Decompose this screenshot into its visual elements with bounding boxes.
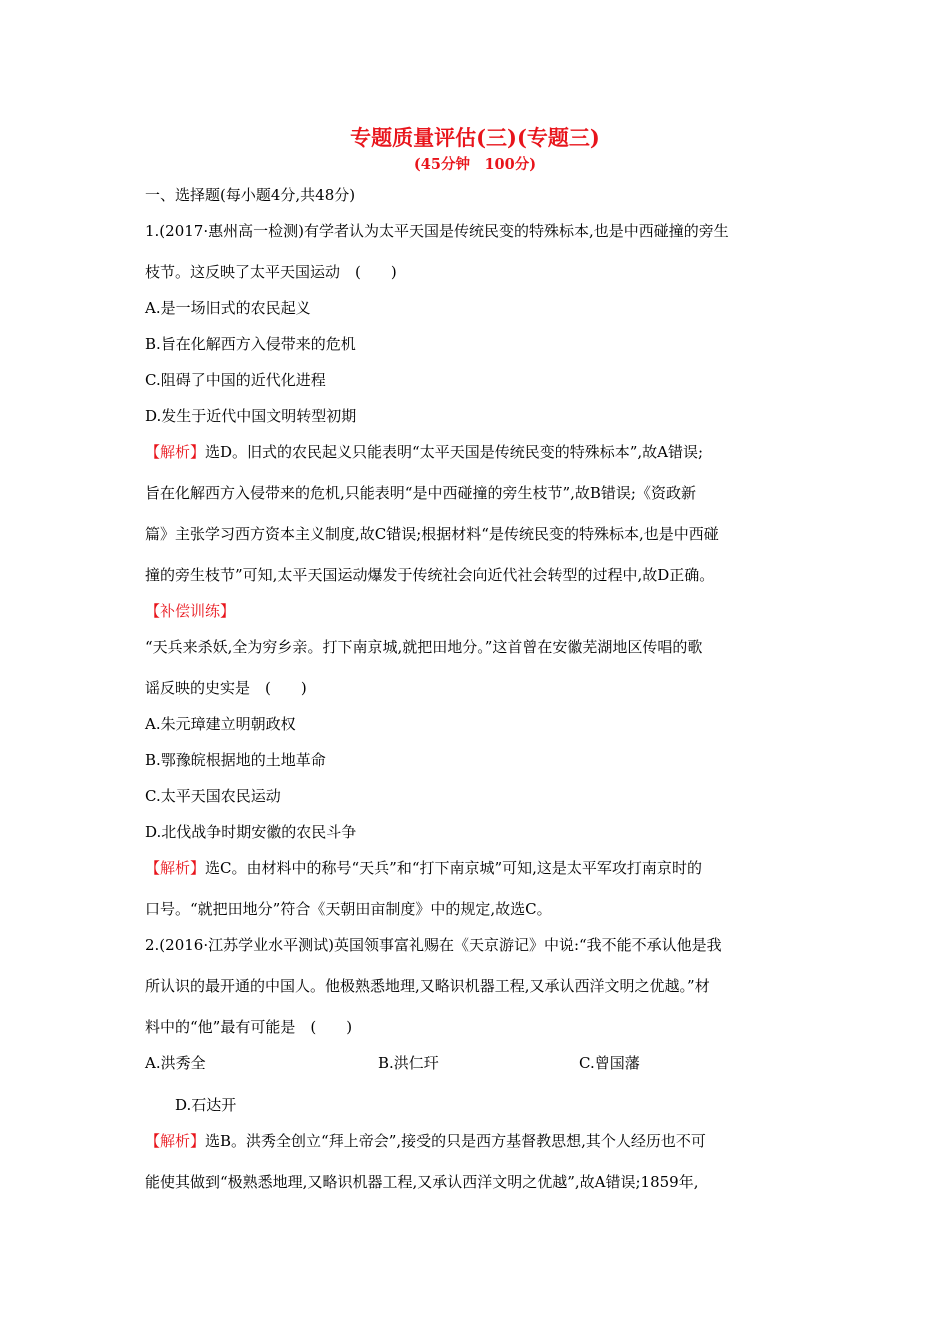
analysis-tag: 【解析】 (145, 443, 206, 461)
supp-option-b: B.鄂豫皖根据地的土地革命 (145, 751, 326, 769)
supp-option-c: C.太平天国农民运动 (145, 787, 281, 805)
supp-analysis-line-1 (145, 858, 702, 878)
q1-analysis-line-2: 旨在化解西方入侵带来的危机,只能表明“是中西碰撞的旁生枝节”,故B错误;《资政新 (145, 484, 696, 502)
q2-option-d: D.石达开 (175, 1096, 237, 1114)
q1-analysis-text-1: 选D。旧式的农民起义只能表明“太平天国是传统民变的特殊标本”,故A错误; (205, 443, 704, 461)
q1-option-d: D.发生于近代中国文明转型初期 (145, 407, 357, 425)
page-subtitle: (45分钟 100分) (413, 156, 537, 173)
supp-stem-line-1: “天兵来杀妖,全为穷乡亲。打下南京城,就把田地分。”这首曾在安徽芜湖地区传唱的歌 (145, 638, 703, 656)
q2-stem-line-2: 所认识的最开通的中国人。他极熟悉地理,又略识机器工程,又承认西洋文明之优越。”材 (145, 977, 710, 995)
q1-stem-line-2: 枝节。这反映了太平天国运动 ( ) (145, 263, 397, 281)
q1-analysis-line-1 (145, 442, 703, 462)
q2-stem-line-1: 2.(2016·江苏学业水平测试)英国领事富礼赐在《天京游记》中说:“我不能不承认他是我 (145, 936, 722, 954)
supp-option-a: A.朱元璋建立明朝政权 (145, 715, 296, 733)
q1-stem-line-1: 1.(2017·惠州高一检测)有学者认为太平天国是传统民变的特殊标本,也是中西碰撞的旁生 (145, 222, 729, 240)
q2-analysis-line-1 (145, 1131, 706, 1151)
q2-option-a: A.洪秀全 (145, 1054, 206, 1072)
supp-analysis-text-1: 选C。由材料中的称号“天兵”和“打下南京城”可知,这是太平军攻打南京时的 (205, 859, 702, 877)
page-title: 专题质量评估(三)(专题三) (350, 125, 600, 150)
section-heading: 一、选择题(每小题4分,共48分) (145, 186, 356, 204)
supp-stem-line-2: 谣反映的史实是 ( ) (145, 679, 307, 697)
q2-option-b: B.洪仁玕 (378, 1054, 439, 1072)
analysis-tag: 【解析】 (145, 859, 206, 877)
q2-stem-line-3: 料中的“他”最有可能是 ( ) (145, 1018, 353, 1036)
q1-option-a: A.是一场旧式的农民起义 (145, 299, 311, 317)
q1-option-b: B.旨在化解西方入侵带来的危机 (145, 335, 356, 353)
supplement-tag: 【补偿训练】 (145, 602, 236, 620)
q2-analysis-line-2: 能使其做到“极熟悉地理,又略识机器工程,又承认西洋文明之优越”,故A错误;1859年, (145, 1173, 699, 1191)
analysis-tag: 【解析】 (145, 1132, 206, 1150)
q1-analysis-line-3: 篇》主张学习西方资本主义制度,故C错误;根据材料“是传统民变的特殊标本,也是中西碰 (145, 525, 719, 543)
q2-analysis-text-1: 选B。洪秀全创立“拜上帝会”,接受的只是西方基督教思想,其个人经历也不可 (205, 1132, 706, 1150)
supp-option-d: D.北伐战争时期安徽的农民斗争 (145, 823, 357, 841)
supp-analysis-line-2: 口号。“就把田地分”符合《天朝田亩制度》中的规定,故选C。 (145, 900, 552, 918)
q1-option-c: C.阻碍了中国的近代化进程 (145, 371, 326, 389)
q2-option-c: C.曾国藩 (579, 1054, 640, 1072)
q1-analysis-line-4: 撞的旁生枝节”可知,太平天国运动爆发于传统社会向近代社会转型的过程中,故D正确。 (145, 566, 715, 584)
